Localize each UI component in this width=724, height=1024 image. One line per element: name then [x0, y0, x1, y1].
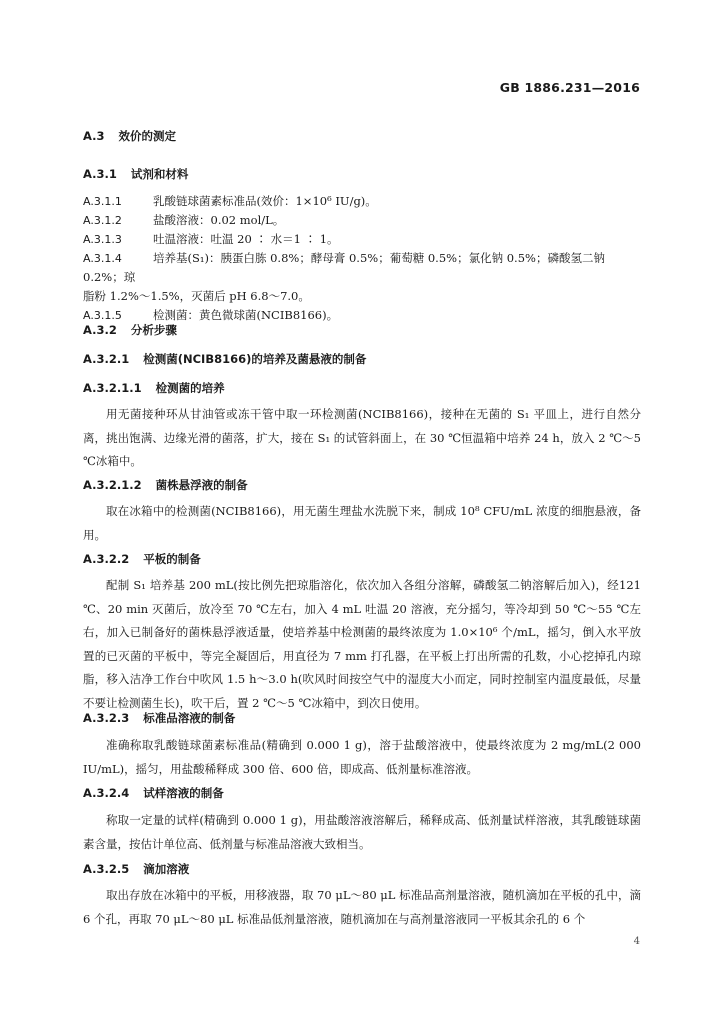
paragraph: 取出存放在冰箱中的平板，用移液器，取 70 μL～80 μL 标准品高剂量溶液，随机滴加在平板的孔中，滴 6 个孔，再取 70 μL～80 μL 标准品低剂量溶液，随机滴加在与高剂量溶液同一平板其余孔的 6 个 — [83, 888, 641, 926]
paragraph: 取在冰箱中的检测菌(NCIB8166)，用无菌生理盐水洗脱下来，制成 10⁸ CFU/mL 浓度的细胞悬液，备用。 — [83, 504, 641, 542]
section-number: A.3.2.1 — [83, 352, 130, 366]
item-text: 检测菌：黄色微球菌(NCIB8166)。 — [153, 308, 339, 322]
section-heading-a31 — [83, 166, 188, 182]
reagent-list — [83, 192, 641, 325]
section-heading-a322 — [83, 551, 201, 567]
section-number: A.3.1 — [83, 167, 117, 181]
item-number: A.3.1.3 — [83, 233, 122, 246]
paragraph: 称取一定量的试样(精确到 0.000 1 g)，用盐酸溶液溶解后，稀释成高、低剂量试样溶液，其乳酸链球菌素含量，按估计单位高、低剂量与标准品溶液大致相当。 — [83, 813, 641, 851]
section-heading-a324 — [83, 785, 224, 801]
section-heading-a32 — [83, 322, 177, 338]
item-text: 乳酸链球菌素标准品(效价：1×10⁶ IU/g)。 — [153, 194, 377, 208]
section-heading-a3 — [83, 128, 176, 144]
list-item — [83, 211, 641, 230]
item-number: A.3.1.4 — [83, 252, 122, 265]
section-number: A.3.2.4 — [83, 786, 130, 800]
section-heading-a325 — [83, 861, 189, 877]
section-number: A.3.2.5 — [83, 862, 130, 876]
item-number: A.3.1.1 — [83, 195, 122, 208]
section-title: 标准品溶液的制备 — [143, 711, 236, 725]
section-title: 检测菌的培养 — [155, 381, 225, 395]
section-number: A.3.2.1.2 — [83, 478, 142, 492]
section-number: A.3.2.2 — [83, 552, 130, 566]
list-item — [83, 249, 641, 287]
section-title: 滴加溶液 — [143, 862, 190, 876]
item-text: 培养基(S₁)：胰蛋白胨 0.8%；酵母膏 0.5%；葡萄糖 0.5%；氯化钠 0.5%；磷酸氢二钠 0.2%；琼 — [83, 251, 605, 284]
standard-code: GB 1886.231—2016 — [499, 80, 640, 95]
paragraph: 配制 S₁ 培养基 200 mL(按比例先把琼脂溶化，依次加入各组分溶解，磷酸氢二钠溶解后加入)，经121 ℃、20 min 灭菌后，放冷至 70 ℃左右，加入 4 mL 吐温 20 溶液，充分摇匀，等冷却到 50 ℃～55 ℃左右，加入已制备好的菌株悬浮液适量，使培养基中检测菌的最终浓度为 1.0×10⁶ 个/mL，摇匀，倒入水平放置的已灭菌的平板中，等完全凝固后，用直径为 7 mm 打孔器，在平板上打出所需的孔数，小心挖掉孔内琼脂，移入洁净工作台中吹风 1.5 h～3.0 h(吹风时间按空气中的湿度大小而定，同时控制室内温度最低，尽量不要让检测菌生长)，吹干后，置 2 ℃～5 ℃冰箱中，到次日使用。 — [83, 578, 641, 710]
section-number: A.3 — [83, 129, 105, 143]
paragraph: 准确称取乳酸链球菌素标准品(精确到 0.000 1 g)，溶于盐酸溶液中，使最终浓度为 2 mg/mL(2 000 IU/mL)，摇匀，用盐酸稀释成 300 倍、600 倍，即成高、低剂量标准溶液。 — [83, 738, 641, 776]
item-number: A.3.1.2 — [83, 214, 122, 227]
list-item-continuation: 脂粉 1.2%～1.5%，灭菌后 pH 6.8～7.0。 — [83, 289, 310, 303]
section-title: 效价的测定 — [118, 129, 176, 143]
section-title: 分析步骤 — [130, 323, 177, 337]
item-text: 吐温溶液：吐温 20 ∶ 水＝1 ∶ 1。 — [153, 232, 339, 246]
section-title: 菌株悬浮液的制备 — [155, 478, 248, 492]
paragraph: 用无菌接种环从甘油管或冻干管中取一环检测菌(NCIB8166)，接种在无菌的 S₁ 平皿上，进行自然分离，挑出饱满、边缘光滑的菌落，扩大，接在 S₁ 的试管斜面上，在 30 ℃恒温箱中培养 24 h，放入 2 ℃～5 ℃冰箱中。 — [83, 407, 641, 468]
section-heading-a321 — [83, 351, 366, 367]
section-heading-a3212 — [83, 477, 248, 493]
section-title: 平板的制备 — [143, 552, 201, 566]
section-title: 检测菌(NCIB8166)的培养及菌悬液的制备 — [143, 352, 367, 366]
page-number: 4 — [633, 936, 640, 947]
list-item — [83, 230, 641, 249]
section-number: A.3.2.3 — [83, 711, 130, 725]
section-title: 试样溶液的制备 — [143, 786, 224, 800]
list-item — [83, 192, 641, 211]
section-number: A.3.2 — [83, 323, 117, 337]
section-heading-a3211 — [83, 380, 225, 396]
section-heading-a323 — [83, 710, 235, 726]
section-number: A.3.2.1.1 — [83, 381, 142, 395]
item-text: 盐酸溶液：0.02 mol/L。 — [153, 213, 285, 227]
section-title: 试剂和材料 — [130, 167, 189, 181]
item-number: A.3.1.5 — [83, 309, 122, 322]
